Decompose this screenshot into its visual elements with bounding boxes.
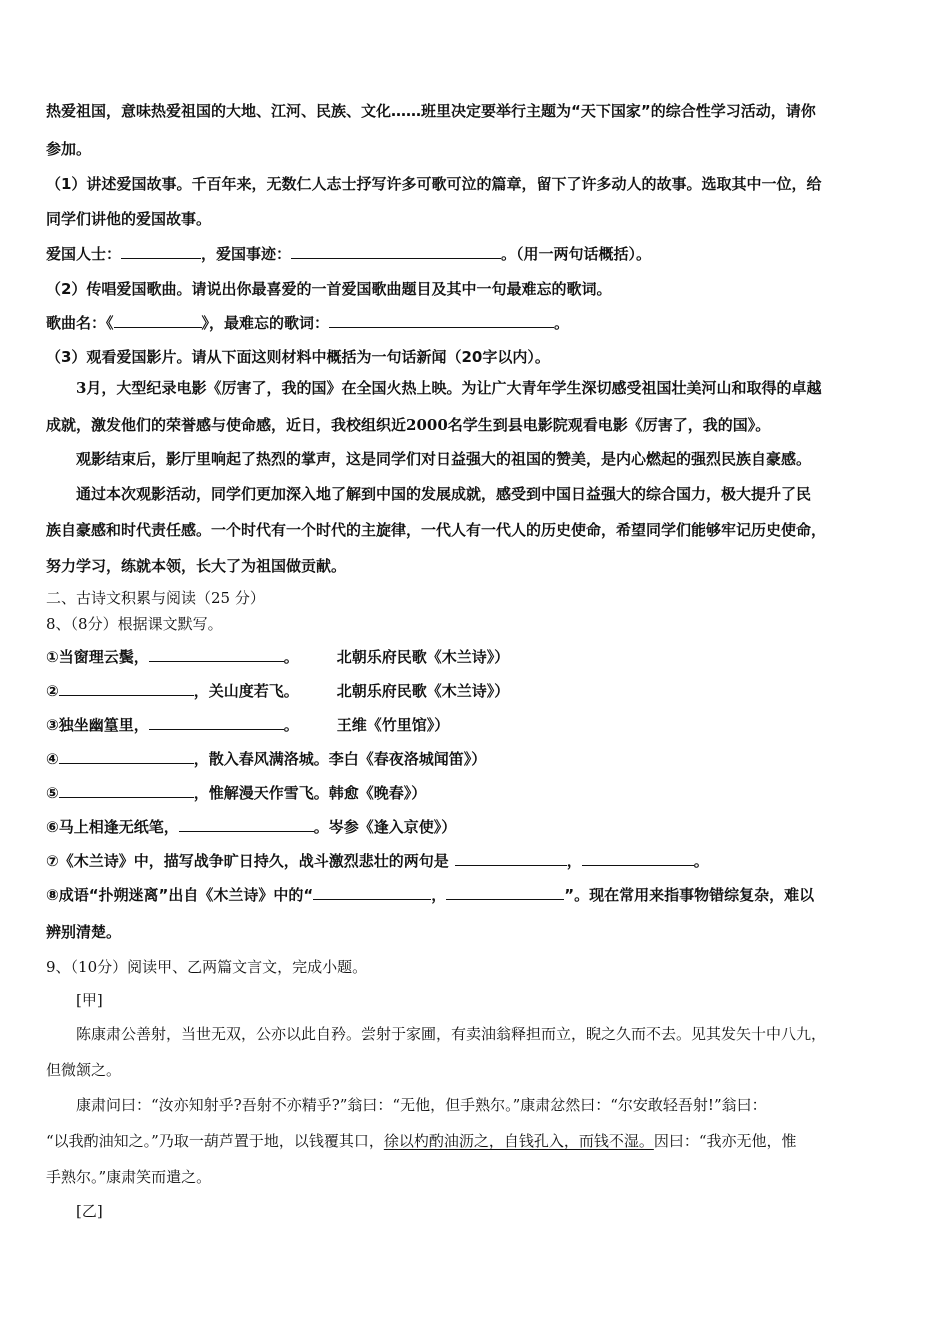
intro-line: 热爱祖国，意味热爱祖国的大地、江河、民族、文化……班里决定要举行主题为“天下国家”的综合性学习活动，请你 <box>46 102 816 120</box>
passage-text: 因曰：“我亦无他，惟 <box>653 1132 797 1150</box>
question-2-prompt: （2）传唱爱国歌曲。请说出你最喜爱的一首爱国歌曲题目及其中一句最难忘的歌词。 <box>46 280 612 298</box>
underlined-sentence: 徐以杓酌油沥之，自钱孔入，而钱不湿。 <box>383 1132 654 1150</box>
question-1-prompt: 同学们讲他的爱国故事。 <box>46 210 212 228</box>
item-text: ③独坐幽篁里， <box>46 716 149 734</box>
passage-label: [甲] <box>76 991 103 1009</box>
passage-label: [乙] <box>76 1202 103 1220</box>
item-text: 。 <box>283 716 299 734</box>
fill-label: 。 <box>554 314 570 332</box>
item-text: ，散入春风满洛城。李白《春夜洛城闻笛》） <box>193 750 487 768</box>
answer-blank[interactable] <box>59 749 194 764</box>
item-text: ⑥马上相逢无纸笔， <box>46 818 179 836</box>
question-8-title: 8、（8分）根据课文默写。 <box>46 615 223 633</box>
passage-text: “以我酌油知之。”乃取一葫芦置于地，以钱覆其口， <box>46 1132 384 1150</box>
material-paragraph: 3月，大型纪录电影《厉害了，我的国》在全国火热上映。为让广大青年学生深切感受祖国壮美河山和取得的卓越 <box>76 379 822 397</box>
answer-blank[interactable] <box>582 851 694 866</box>
question-3-prompt: （3）观看爱国影片。请从下面这则材料中概括为一句话新闻（20字以内）。 <box>46 348 550 366</box>
item-source: 王维《竹里馆》） <box>336 716 450 734</box>
fill-label: 爱国人士： <box>46 245 122 263</box>
material-paragraph: 努力学习，练就本领，长大了为祖国做贡献。 <box>46 557 347 575</box>
question-9-title: 9、（10分）阅读甲、乙两篇文言文，完成小题。 <box>46 958 368 976</box>
material-paragraph: 成就，激发他们的荣誉感与使命感，近日，我校组织近2000名学生到县电影院观看电影《厉害了，我的国》。 <box>46 416 771 434</box>
answer-blank[interactable] <box>121 244 201 259</box>
classical-passage: 但微颔之。 <box>46 1061 122 1079</box>
answer-blank[interactable] <box>149 715 284 730</box>
question-8-item <box>46 817 908 837</box>
classical-passage: 康肃问曰：“汝亦知射乎?吾射不亦精乎?”翁曰：“无他，但手熟尔。”康肃忿然曰：“尔安敢轻吾射!”翁曰： <box>76 1096 767 1114</box>
item-source: 北朝乐府民歌《木兰诗》） <box>336 648 510 666</box>
item-text: ⑦《木兰诗》中，描写战争旷日持久，战斗激烈悲壮的两句是 <box>46 852 449 870</box>
question-1-fill-line <box>46 244 908 264</box>
item-text: 。 <box>693 852 709 870</box>
answer-blank[interactable] <box>179 817 314 832</box>
fill-label: 歌曲名：《 <box>46 314 114 332</box>
question-8-item: 辨别清楚。 <box>46 923 122 941</box>
question-8-item <box>46 647 908 667</box>
material-paragraph: 通过本次观影活动，同学们更加深入地了解到中国的发展成就，感受到中国日益强大的综合国力，极大提升了民 <box>76 485 812 503</box>
item-text: ，惟解漫天作雪飞。韩愈《晚春》） <box>193 784 427 802</box>
item-text: ⑧成语“扑朔迷离”出自《木兰诗》中的“ <box>46 886 314 904</box>
fill-label: 。（用一两句话概括）。 <box>501 245 652 263</box>
item-text: ”。现在常用来指事物错综复杂，难以 <box>564 886 815 904</box>
item-text: 。 <box>283 648 299 666</box>
question-8-item <box>46 681 908 701</box>
answer-blank[interactable] <box>59 681 194 696</box>
item-text: ⑤ <box>46 784 59 802</box>
classical-passage: 手熟尔。”康肃笑而遣之。 <box>46 1168 212 1186</box>
question-2-fill-line <box>46 313 908 333</box>
material-paragraph: 观影结束后，影厅里响起了热烈的掌声，这是同学们对日益强大的祖国的赞美，是内心燃起的强烈民族自豪感。 <box>76 450 812 468</box>
answer-blank[interactable] <box>149 647 284 662</box>
item-source: 北朝乐府民歌《木兰诗》） <box>336 682 510 700</box>
classical-passage: 陈康肃公善射，当世无双，公亦以此自矜。尝射于家圃，有卖油翁释担而立，睨之久而不去。见其发矢十中八九， <box>76 1025 827 1043</box>
material-paragraph: 族自豪感和时代责任感。一个时代有一个时代的主旋律，一代人有一代人的历史使命，希望同学们能够牢记历史使命， <box>46 521 827 539</box>
answer-blank[interactable] <box>114 313 202 328</box>
fill-label: 》，最难忘的歌词： <box>201 314 330 332</box>
item-text: ①当窗理云鬓， <box>46 648 149 666</box>
answer-blank[interactable] <box>59 783 194 798</box>
answer-blank[interactable] <box>446 885 564 900</box>
item-text: ② <box>46 682 59 700</box>
item-text: ，关山度若飞。 <box>193 682 299 700</box>
question-8-item <box>46 749 908 769</box>
question-8-item <box>46 885 908 905</box>
answer-blank[interactable] <box>313 885 431 900</box>
question-8-item <box>46 851 908 871</box>
section-heading: 二、古诗文积累与阅读（25 分） <box>46 589 265 607</box>
item-text: ④ <box>46 750 59 768</box>
item-text: ， <box>431 886 447 904</box>
answer-blank[interactable] <box>329 313 554 328</box>
classical-passage <box>46 1131 908 1151</box>
item-text: ， <box>566 852 582 870</box>
answer-blank[interactable] <box>291 244 501 259</box>
question-8-item <box>46 783 908 803</box>
fill-label: ，爱国事迹： <box>201 245 292 263</box>
question-8-item <box>46 715 908 735</box>
intro-line: 参加。 <box>46 140 92 158</box>
item-text: 。岑参《逢入京使》） <box>313 818 457 836</box>
question-1-prompt: （1）讲述爱国故事。千百年来，无数仁人志士抒写许多可歌可泣的篇章，留下了许多动人的故事。选取其中一位，给 <box>46 175 822 193</box>
answer-blank[interactable] <box>455 851 567 866</box>
